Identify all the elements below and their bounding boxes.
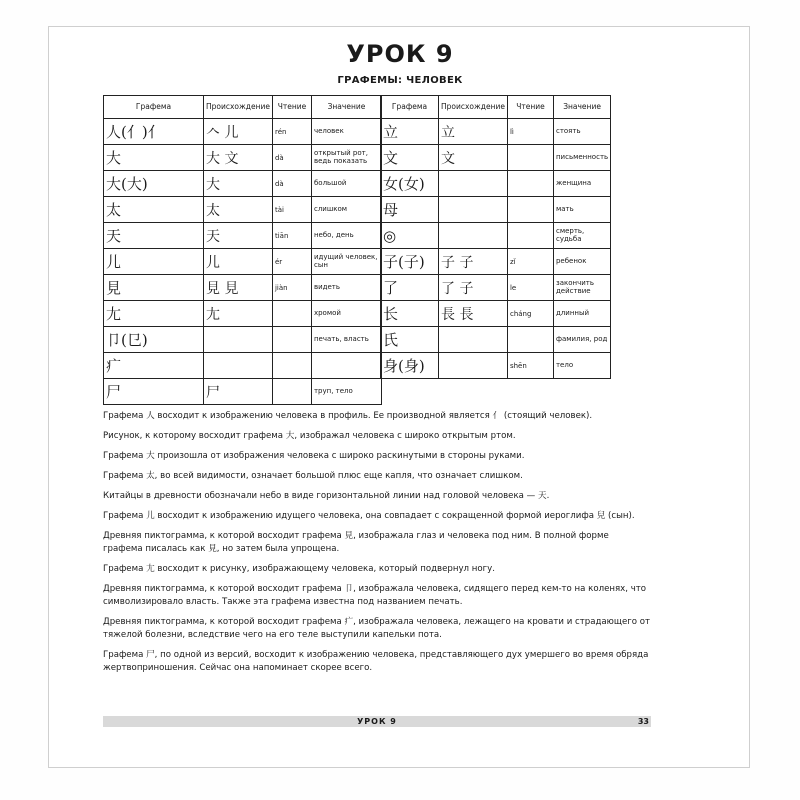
paragraph: Графема 儿 восходит к изображению идущего человека, она совпадает с сокращенной формой иероглифа 兒 (сын). bbox=[103, 511, 635, 521]
column-header: Значение bbox=[311, 96, 381, 119]
meaning-cell: труп, тело bbox=[311, 379, 381, 405]
table-row bbox=[104, 171, 382, 197]
reading-cell bbox=[272, 379, 311, 405]
reading-cell bbox=[272, 301, 311, 327]
reading-cell: zǐ bbox=[507, 249, 553, 275]
reading-cell bbox=[507, 197, 553, 223]
origin-cell: 見 見 bbox=[204, 275, 273, 301]
meaning-cell: хромой bbox=[311, 301, 381, 327]
origin-cell: 長 長 bbox=[439, 301, 508, 327]
reading-cell: dà bbox=[272, 145, 311, 171]
reading-cell: shēn bbox=[507, 353, 553, 379]
reading-cell: rén bbox=[272, 119, 311, 145]
table-row bbox=[104, 353, 382, 379]
origin-cell bbox=[439, 171, 508, 197]
origin-cell bbox=[204, 353, 273, 379]
grapheme-cell: 子(子) bbox=[381, 249, 439, 275]
origin-cell bbox=[439, 327, 508, 353]
reading-cell: cháng bbox=[507, 301, 553, 327]
column-header: Происхождение bbox=[439, 96, 508, 119]
table-row bbox=[381, 171, 611, 197]
paragraph: Графема 人 восходит к изображению человека в профиль. Ее производной является 亻 (стоящий человек). bbox=[103, 411, 593, 421]
meaning-cell: мать bbox=[553, 197, 610, 223]
origin-cell: 大 ⽂ bbox=[204, 145, 273, 171]
grapheme-cell: 长 bbox=[381, 301, 439, 327]
graphemes-table-right bbox=[380, 95, 611, 379]
grapheme-cell: 母 bbox=[381, 197, 439, 223]
origin-cell: 了 子 bbox=[439, 275, 508, 301]
reading-cell: tiān bbox=[272, 223, 311, 249]
table-row bbox=[104, 145, 382, 171]
grapheme-cell: 人(亻)亻 bbox=[104, 119, 204, 145]
meaning-cell: длинный bbox=[553, 301, 610, 327]
lesson-title: УРОК 9 bbox=[346, 40, 454, 68]
grapheme-cell: 太 bbox=[104, 197, 204, 223]
reading-cell bbox=[507, 171, 553, 197]
paragraph: Графема 太, во всей видимости, означает большой плюс еще капля, что означает слишком. bbox=[103, 471, 523, 481]
origin-cell: 儿 bbox=[204, 249, 273, 275]
grapheme-cell: 氏 bbox=[381, 327, 439, 353]
meaning-cell: большой bbox=[311, 171, 381, 197]
reading-cell bbox=[507, 223, 553, 249]
explanation-text bbox=[103, 410, 651, 682]
reading-cell bbox=[272, 353, 311, 379]
meaning-cell: видеть bbox=[311, 275, 381, 301]
reading-cell bbox=[507, 145, 553, 171]
table-row bbox=[381, 145, 611, 171]
table-row bbox=[104, 301, 382, 327]
meaning-cell: письменность bbox=[553, 145, 610, 171]
table-row bbox=[381, 197, 611, 223]
grapheme-cell: 文 bbox=[381, 145, 439, 171]
reading-cell: ér bbox=[272, 249, 311, 275]
table-row bbox=[381, 327, 611, 353]
grapheme-cell: 大 bbox=[104, 145, 204, 171]
graphemes-table-left bbox=[103, 95, 382, 405]
table-header-row bbox=[104, 96, 382, 119]
meaning-cell: стоять bbox=[553, 119, 610, 145]
reading-cell bbox=[272, 327, 311, 353]
grapheme-cell: 女(女) bbox=[381, 171, 439, 197]
reading-cell: le bbox=[507, 275, 553, 301]
grapheme-cell: 了 bbox=[381, 275, 439, 301]
origin-cell bbox=[439, 223, 508, 249]
paragraph: Древняя пиктограмма, к которой восходит графема 疒, изображала человека, лежащего на кровати и страдающего от тяжелой болезни, вследствие чего на его теле выступили капельки пота. bbox=[103, 617, 651, 640]
table-row bbox=[381, 119, 611, 145]
grapheme-cell: 大(大) bbox=[104, 171, 204, 197]
paragraph: Графема 尸, по одной из версий, восходит к изображению человека, представляющего дух умершего во время обряда жертвоприношения. Сейчас она напоминает скорее всего. bbox=[103, 650, 649, 673]
origin-cell: 尢 bbox=[204, 301, 273, 327]
meaning-cell: открытый рот, ведь показать bbox=[311, 145, 381, 171]
reading-cell: dà bbox=[272, 171, 311, 197]
column-header: Графема bbox=[381, 96, 439, 119]
column-header: Значение bbox=[553, 96, 610, 119]
table-row bbox=[104, 197, 382, 223]
grapheme-cell: 見 bbox=[104, 275, 204, 301]
grapheme-cell: 疒 bbox=[104, 353, 204, 379]
table-body bbox=[104, 119, 382, 405]
table-row bbox=[104, 379, 382, 405]
meaning-cell bbox=[311, 353, 381, 379]
meaning-cell: тело bbox=[553, 353, 610, 379]
meaning-cell: человек bbox=[311, 119, 381, 145]
grapheme-cell: ◎ bbox=[381, 223, 439, 249]
origin-cell: 太 bbox=[204, 197, 273, 223]
meaning-cell: идущий человек, сын bbox=[311, 249, 381, 275]
column-header: Чтение bbox=[272, 96, 311, 119]
meaning-cell: слишком bbox=[311, 197, 381, 223]
meaning-cell: смерть, судьба bbox=[553, 223, 610, 249]
origin-cell: 子 子 bbox=[439, 249, 508, 275]
origin-cell: 天 bbox=[204, 223, 273, 249]
grapheme-cell: 立 bbox=[381, 119, 439, 145]
grapheme-cell: 身(身) bbox=[381, 353, 439, 379]
table-row bbox=[104, 249, 382, 275]
paragraph: Древняя пиктограмма, к которой восходит графема 見, изображала глаз и человека под ним. В полной форме графема писалась как 見, но затем была упрощена. bbox=[103, 531, 609, 554]
origin-cell bbox=[204, 327, 273, 353]
grapheme-cell: 儿 bbox=[104, 249, 204, 275]
paragraph: Древняя пиктограмма, к которой восходит графема 卩, изображала человека, сидящего перед кем-то на коленях, что символизировало власть. Также эта графема известна под названием печать. bbox=[103, 584, 647, 607]
footer-bar bbox=[103, 716, 651, 727]
origin-cell: 𠆢 ⼉ bbox=[204, 119, 273, 145]
origin-cell: 文 bbox=[439, 145, 508, 171]
meaning-cell: закончить действие bbox=[553, 275, 610, 301]
paragraph: Графема 大 произошла от изображения человека с широко раскинутыми в стороны руками. bbox=[103, 451, 525, 461]
reading-cell: tài bbox=[272, 197, 311, 223]
meaning-cell: фамилия, род bbox=[553, 327, 610, 353]
paragraph: Графема 尢 восходит к рисунку, изображающему человека, который подвернул ногу. bbox=[103, 564, 495, 574]
origin-cell bbox=[439, 197, 508, 223]
reading-cell bbox=[507, 327, 553, 353]
column-header: Графема bbox=[104, 96, 204, 119]
table-row bbox=[104, 275, 382, 301]
grapheme-cell: 天 bbox=[104, 223, 204, 249]
table-header-row bbox=[381, 96, 611, 119]
table-row bbox=[381, 223, 611, 249]
grapheme-cell: 尢 bbox=[104, 301, 204, 327]
column-header: Происхождение bbox=[204, 96, 273, 119]
table-row bbox=[381, 275, 611, 301]
table-row bbox=[381, 249, 611, 275]
meaning-cell: печать, власть bbox=[311, 327, 381, 353]
reading-cell: jiàn bbox=[272, 275, 311, 301]
paragraph: Рисунок, к которому восходит графема 大, изображал человека с широко открытым ртом. bbox=[103, 431, 516, 441]
meaning-cell: ребенок bbox=[553, 249, 610, 275]
origin-cell: 立 bbox=[439, 119, 508, 145]
table-row bbox=[381, 301, 611, 327]
paragraph: Китайцы в древности обозначали небо в виде горизонтальной линии над головой человека — 天. bbox=[103, 491, 550, 501]
meaning-cell: женщина bbox=[553, 171, 610, 197]
table-body bbox=[381, 119, 611, 379]
grapheme-cell: 卩(㔾) bbox=[104, 327, 204, 353]
grapheme-cell: 尸 bbox=[104, 379, 204, 405]
reading-cell: lì bbox=[507, 119, 553, 145]
column-header: Чтение bbox=[507, 96, 553, 119]
footer-title: УРОК 9 bbox=[357, 717, 397, 726]
origin-cell bbox=[439, 353, 508, 379]
page-number: 33 bbox=[637, 717, 649, 726]
meaning-cell: небо, день bbox=[311, 223, 381, 249]
table-row bbox=[104, 223, 382, 249]
table-row bbox=[104, 327, 382, 353]
table-row bbox=[104, 119, 382, 145]
section-subtitle: ГРАФЕМЫ: ЧЕЛОВЕК bbox=[337, 75, 463, 86]
table-row bbox=[381, 353, 611, 379]
origin-cell: 尸 bbox=[204, 379, 273, 405]
origin-cell: 大 bbox=[204, 171, 273, 197]
